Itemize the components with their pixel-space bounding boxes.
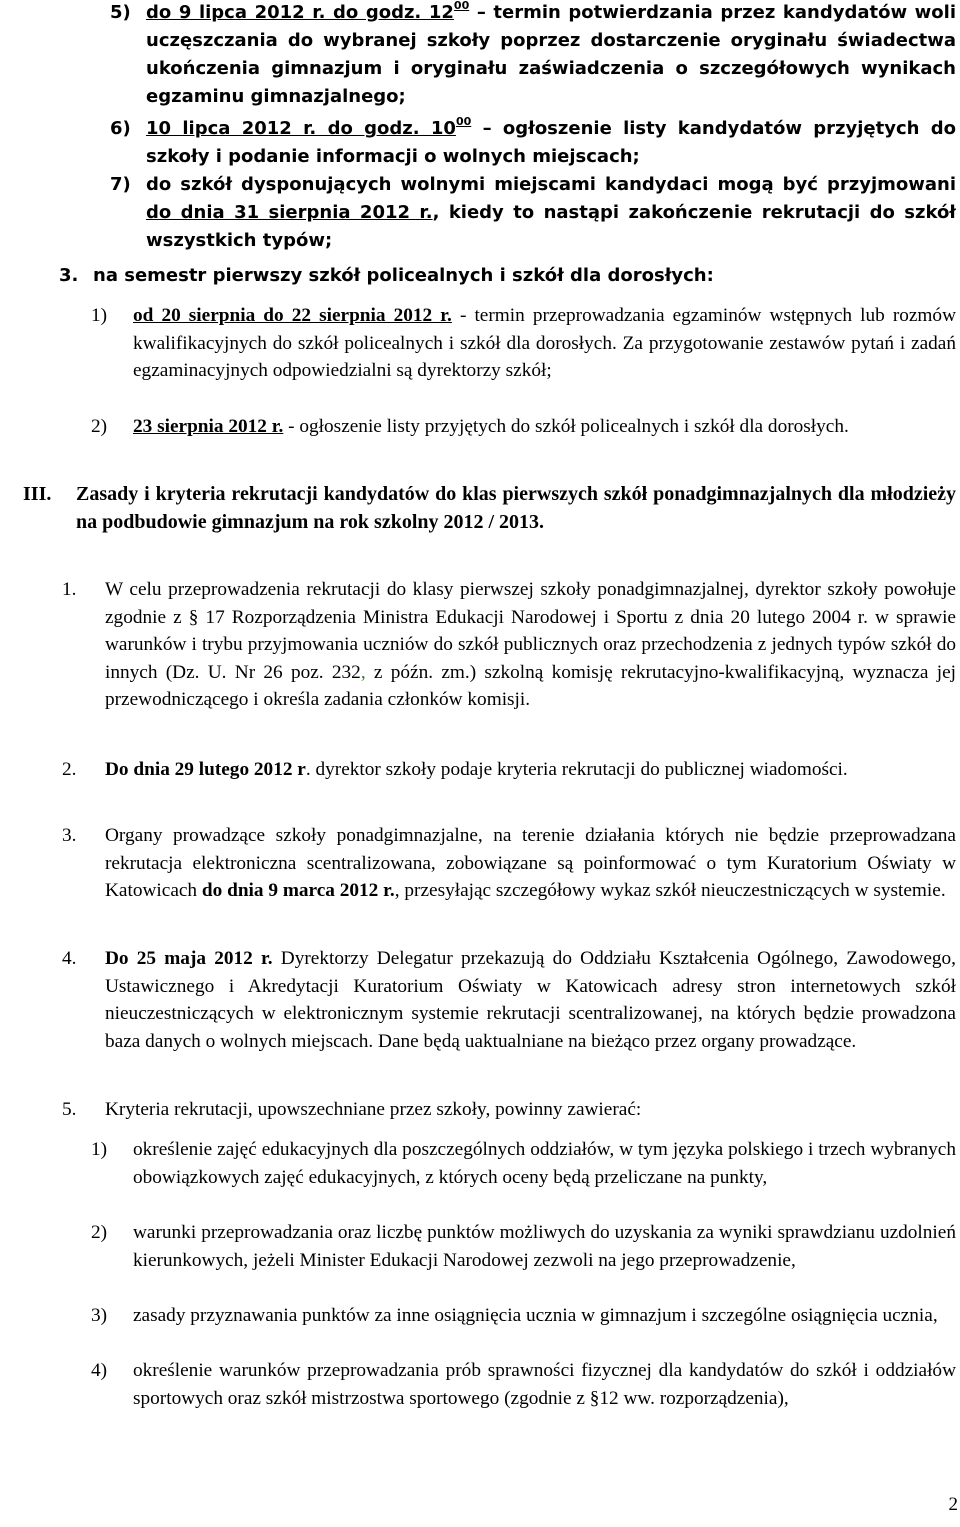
item-text xyxy=(133,413,956,441)
description-text: do szkół dysponujących wolnymi miejscami kandydaci mogą być przyjmowani xyxy=(146,174,956,195)
description-text: Dyrektorzy Delegatur przekazują do Oddziału Kształcenia Ogólnego, Zawodowego, Ustawicznego i Akredytacji Kuratorium Oświaty w Katowicach adresy stron internetowych szkół nieuczestniczących w elektronicznym systemie rekrutacji scentralizowanej, na których będzie prowadzona baza danych o wolnych miejscach. Dane będą uaktualniane na bieżąco przez organy prowadzące. xyxy=(105,948,956,1052)
date-text: od 20 sierpnia do 22 sierpnia 2012 r. xyxy=(133,305,452,326)
date-text: do 9 lipca 2012 r. do godz. 12 xyxy=(146,2,454,23)
date-text: 23 sierpnia 2012 r. xyxy=(133,416,284,437)
description-text: W celu przeprowadzenia rekrutacji do klasy pierwszej szkoły ponadgimnazjalnej, dyrektor szkoły powołuje zgodnie z § 17 Rozporządzenia Ministra Edukacji Narodowej i Sportu z dnia 20 lutego 2004 r. w sprawie warunków i trybu przyjmowania uczniów do szkół publicznych oraz przechodzenia z jednych typów szkół do innych (Dz. U. Nr 26 poz. 232 xyxy=(105,579,956,683)
adult-schedule-item-1 xyxy=(91,302,956,385)
description-text: , kiedy to nastąpi zakończenie rekrutacji do szkół wszystkich typów; xyxy=(146,202,956,251)
criteria-item-2 xyxy=(91,1219,956,1274)
item-number: 6) xyxy=(110,118,131,139)
item-number: 2) xyxy=(91,1222,108,1243)
item-text xyxy=(105,756,956,784)
item-number: 2. xyxy=(62,759,77,780)
rule-item-2 xyxy=(62,756,956,784)
item-number: 4) xyxy=(91,1360,108,1381)
item-number: 1) xyxy=(91,305,108,326)
criteria-item-3 xyxy=(91,1302,956,1330)
description-text: , przesyłając szczegółowy wykaz szkół nieuczestniczących w systemie. xyxy=(394,880,946,902)
criteria-item-1 xyxy=(91,1136,956,1191)
description-text: – ogłoszenie listy kandydatów przyjętych do szkoły i podanie informacji o wolnych miejscach; xyxy=(146,118,957,167)
item-number: 1) xyxy=(91,1139,108,1160)
item-text xyxy=(105,822,956,905)
description-text: Organy prowadzące szkoły ponadgimnazjalne, na terenie działania których nie będzie przeprowadzana rekrutacja elektroniczna scentralizowana, zobowiązane są poinformować o tym Kuratorium Oświaty w Katowicach xyxy=(105,825,956,902)
date-text: 10 lipca 2012 r. do godz. 10 xyxy=(146,118,456,139)
item-number: 3. xyxy=(59,265,79,286)
section-iii-heading xyxy=(23,481,956,536)
item-text: określenie zajęć edukacyjnych dla poszczególnych oddziałów, w tym języka polskiego i trzech wybranych obowiązkowych zajęć edukacyjnych, z których oceny będą przeliczane na punkty, xyxy=(133,1139,956,1188)
schedule-item-6 xyxy=(110,115,957,171)
item-text: Kryteria rekrutacji, upowszechniane przez szkoły, powinny zawierać: xyxy=(105,1099,642,1120)
date-text: Do 25 maja 2012 r. xyxy=(105,948,273,969)
hour-superscript: 00 xyxy=(455,115,472,128)
item-text xyxy=(105,945,956,1055)
description-text: – termin potwierdzania przez kandydatów woli uczęszczania do wybranej szkoły poprzez dostarczenie oryginału świadectwa ukończenia gimnazjum i oryginału zaświadczenia o szczegółowych wynikach egzaminu gimnazjalnego; xyxy=(146,2,956,107)
item-number: 7) xyxy=(110,174,131,195)
rule-item-1 xyxy=(62,576,956,714)
item-text: określenie warunków przeprowadzania prób sprawności fizycznej dla kandydatów do szkół i oddziałów sportowych oraz szkół mistrzostwa sportowego (zgodnie z §12 ww. rozporządzenia), xyxy=(133,1360,956,1409)
item-text xyxy=(105,576,956,714)
rule-item-3 xyxy=(62,822,956,905)
criteria-item-4 xyxy=(91,1357,956,1412)
item-text xyxy=(133,302,956,385)
heading-text: na semestr pierwszy szkół policealnych i szkół dla dorosłych: xyxy=(93,265,714,286)
section-number: III. xyxy=(23,483,52,505)
item-number: 3. xyxy=(62,825,77,846)
rule-item-4 xyxy=(62,945,956,1055)
hour-superscript: 00 xyxy=(453,0,470,12)
item-text xyxy=(146,0,956,111)
date-text: do dnia 9 marca 2012 r. xyxy=(201,880,395,902)
schedule-item-7 xyxy=(110,171,956,255)
item-number: 5. xyxy=(62,1099,77,1120)
item-number: 3) xyxy=(91,1305,108,1326)
item-text xyxy=(146,115,956,171)
item-number: 1. xyxy=(62,579,77,600)
section-title: Zasady i kryteria rekrutacji kandydatów do klas pierwszych szkół ponadgimnazjalnych dla młodzieży na podbudowie gimnazjum na rok szkolny 2012 / 2013. xyxy=(76,483,956,533)
rule-item-5 xyxy=(62,1096,956,1124)
date-text: do dnia 31 sierpnia 2012 r. xyxy=(146,202,433,223)
item-number: 4. xyxy=(62,948,77,969)
comma-mark: , xyxy=(360,661,366,683)
description-text: z późn. zm.) szkolną komisję rekrutacyjno-kwalifikacyjną, wyznacza jej przewodniczącego i określa zadania członków komisji. xyxy=(105,661,956,711)
description-text: . dyrektor szkoły podaje kryteria rekrutacji do publicznej wiadomości. xyxy=(305,759,848,780)
item-text: warunki przeprowadzania oraz liczbę punktów możliwych do uzyskania za wyniki sprawdzianu uzdolnień kierunkowych, jeżeli Minister Edukacji Narodowej zezwoli na jego przeprowadzenie, xyxy=(133,1222,956,1271)
description-text: - termin przeprowadzania egzaminów wstępnych lub rozmów kwalifikacyjnych do szkół policealnych i szkół dla dorosłych. Za przygotowanie zestawów pytań i zadań egzaminacyjnych odpowiedzialni są dyrektorzy szkół; xyxy=(133,305,956,382)
point-3-heading xyxy=(59,262,956,290)
adult-schedule-item-2 xyxy=(91,413,956,441)
schedule-item-5 xyxy=(110,0,956,111)
item-number: 2) xyxy=(91,416,108,437)
item-number: 5) xyxy=(110,2,131,23)
item-text xyxy=(146,171,956,255)
description-text: - ogłoszenie listy przyjętych do szkół policealnych i szkół dla dorosłych. xyxy=(283,416,849,437)
page-number: 2 xyxy=(948,1494,958,1515)
item-text: zasady przyznawania punktów za inne osiągnięcia ucznia w gimnazjum i szczególne osiągnięcia ucznia, xyxy=(133,1305,938,1326)
date-text: Do dnia 29 lutego 2012 r xyxy=(105,759,306,780)
